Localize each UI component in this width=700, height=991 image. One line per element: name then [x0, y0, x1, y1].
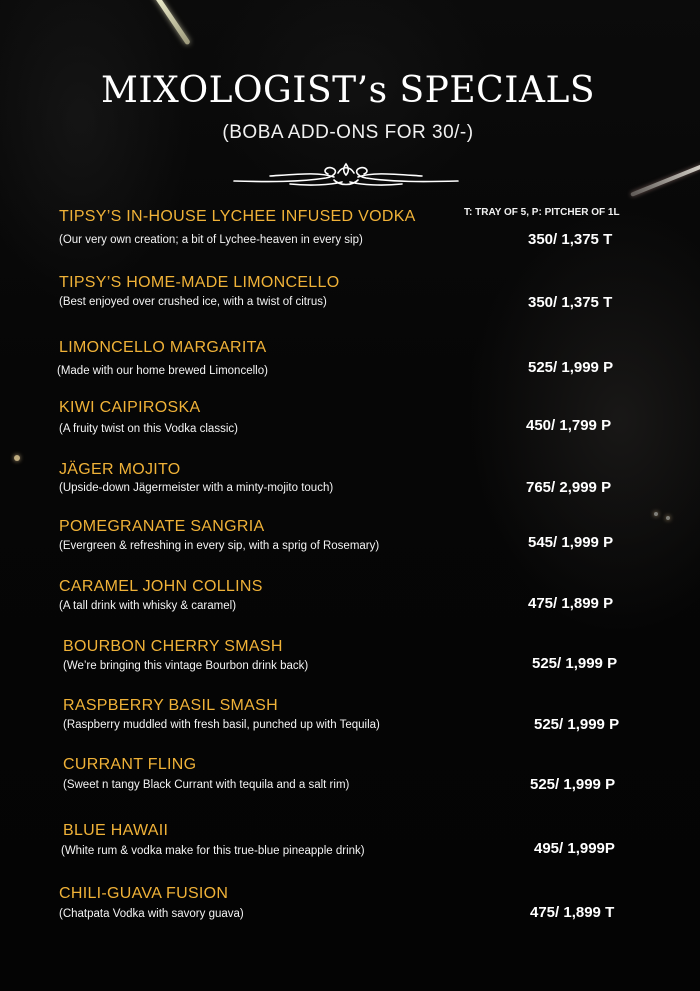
ornament-divider-icon	[230, 160, 462, 190]
menu-item-name: CARAMEL JOHN COLLINS	[59, 578, 263, 595]
menu-item-price: 765/ 2,999 P	[526, 479, 612, 496]
menu-item-description: (A fruity twist on this Vodka classic)	[59, 423, 238, 435]
menu-item-price: 450/ 1,799 P	[526, 417, 612, 434]
background-light-decoration	[14, 455, 20, 461]
menu-item-name: POMEGRANATE SANGRIA	[59, 518, 265, 535]
background-light-decoration	[666, 516, 670, 520]
menu-item-description: (Best enjoyed over crushed ice, with a twist of citrus)	[59, 296, 327, 308]
menu-item-name: LIMONCELLO MARGARITA	[59, 339, 267, 356]
menu-item-name: TIPSY’S IN-HOUSE LYCHEE INFUSED VODKA	[59, 208, 416, 225]
menu-item-description: (Chatpata Vodka with savory guava)	[59, 908, 244, 920]
light-streak-decoration	[152, 0, 191, 45]
menu-item-name: JÄGER MOJITO	[59, 461, 181, 478]
menu-item-description: (Made with our home brewed Limoncello)	[57, 365, 268, 377]
menu-item-description: (White rum & vodka make for this true-blue pineapple drink)	[61, 845, 365, 857]
menu-item-name: BLUE HAWAII	[63, 822, 169, 839]
menu-item-price: 525/ 1,999 P	[530, 776, 616, 793]
menu-item-price: 545/ 1,999 P	[528, 534, 614, 551]
menu-item-name: BOURBON CHERRY SMASH	[63, 638, 283, 655]
background-light-decoration	[654, 512, 658, 516]
menu-item-price: 350/ 1,375 T	[528, 294, 613, 311]
menu-item-description: (Upside-down Jägermeister with a minty-mojito touch)	[59, 482, 334, 494]
menu-item-price: 525/ 1,999 P	[532, 655, 618, 672]
menu-item-description: (Sweet n tangy Black Currant with tequila and a salt rim)	[63, 779, 350, 791]
menu-item-price: 525/ 1,999 P	[528, 359, 614, 376]
page-title: MIXOLOGIST’s SPECIALS	[100, 70, 596, 111]
menu-item-price: 525/ 1,999 P	[534, 716, 620, 733]
menu-item-description: (We’re bringing this vintage Bourbon drink back)	[63, 660, 309, 672]
page-subtitle: (BOBA ADD-ONS FOR 30/-)	[222, 122, 474, 143]
serving-legend: T: TRAY OF 5, P: PITCHER OF 1L	[464, 207, 620, 218]
menu-item-name: TIPSY’S HOME-MADE LIMONCELLO	[59, 274, 340, 291]
menu-item-price: 495/ 1,999P	[534, 840, 615, 857]
menu-item-name: KIWI CAIPIROSKA	[59, 399, 201, 416]
menu-item-description: (A tall drink with whisky & caramel)	[59, 600, 237, 612]
menu-item-name: RASPBERRY BASIL SMASH	[63, 697, 278, 714]
menu-item-name: CURRANT FLING	[63, 756, 197, 773]
menu-item-name: CHILI-GUAVA FUSION	[59, 885, 229, 902]
menu-item-price: 475/ 1,899 T	[530, 904, 615, 921]
menu-item-description: (Evergreen & refreshing in every sip, with a sprig of Rosemary)	[59, 540, 380, 552]
menu-item-price: 475/ 1,899 P	[528, 595, 614, 612]
menu-item-price: 350/ 1,375 T	[528, 231, 613, 248]
light-streak-decoration	[630, 163, 700, 197]
menu-item-description: (Raspberry muddled with fresh basil, punched up with Tequila)	[63, 719, 380, 731]
menu-item-description: (Our very own creation; a bit of Lychee-heaven in every sip)	[59, 234, 363, 246]
